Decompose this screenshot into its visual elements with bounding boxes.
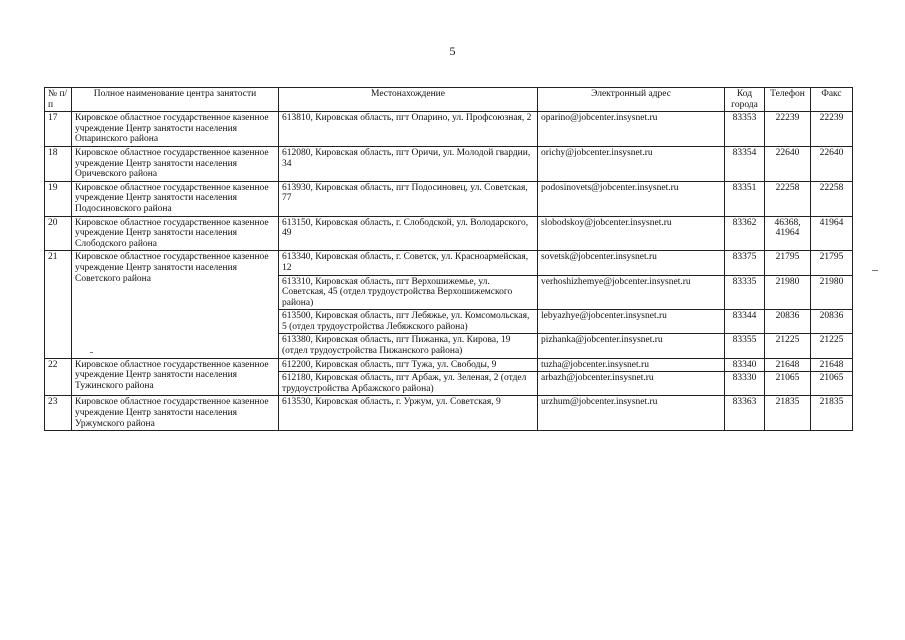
row-fax: 20836 [811, 310, 853, 334]
row-fax: 41964 [811, 216, 853, 251]
row-phone: 46368, 41964 [765, 216, 811, 251]
row-fax: 22640 [811, 146, 853, 181]
row-phone: 21795 [765, 251, 811, 275]
row-num: 17 [45, 112, 72, 147]
row-email: urzhum@jobcenter.insysnet.ru [538, 396, 725, 431]
row-fax: 22239 [811, 112, 853, 147]
row-fax: 21835 [811, 396, 853, 431]
table-row [45, 112, 853, 147]
row-location: 612180, Кировская область, пгт Арбаж, ул. Зеленая, 2 (отдел трудоустройства Арбажского района) [279, 372, 538, 396]
row-name: Кировское областное государственное казенное учреждение Центр занятости населения Опаринского района [72, 112, 279, 147]
row-num: 22 [45, 358, 72, 396]
row-phone: 22258 [765, 181, 811, 216]
row-code: 83354 [725, 146, 765, 181]
row-code: 83362 [725, 216, 765, 251]
row-name: Кировское областное государственное казенное учреждение Центр занятости населения Уржумского района [72, 396, 279, 431]
table-header-row [45, 88, 853, 112]
table-row [45, 251, 853, 275]
row-location: 613380, Кировская область, пгт Пижанка, ул. Кирова, 19 (отдел трудоустройства Пижанского района) [279, 334, 538, 358]
row-phone: 21648 [765, 358, 811, 372]
header-location: Местонахождение [279, 88, 538, 112]
row-num: 18 [45, 146, 72, 181]
row-location: 613810, Кировская область, пгт Опарино, ул. Профсоюзная, 2 [279, 112, 538, 147]
header-num: № п/п [45, 88, 72, 112]
row-name: Кировское областное государственное казенное учреждение Центр занятости населения Советского района [72, 251, 279, 358]
row-num: 21 [45, 251, 72, 358]
row-location: 612080, Кировская область, пгт Оричи, ул. Молодой гвардии, 34 [279, 146, 538, 181]
row-email: lebyazhye@jobcenter.insysnet.ru [538, 310, 725, 334]
row-email: podosinovets@jobcenter.insysnet.ru [538, 181, 725, 216]
row-name: Кировское областное государственное казенное учреждение Центр занятости населения Подосиновского района [72, 181, 279, 216]
job-centers-table [44, 87, 853, 431]
row-phone: 21225 [765, 334, 811, 358]
row-name: Кировское областное государственное казенное учреждение Центр занятости населения Оричевского района [72, 146, 279, 181]
row-email: verhoshizhemye@jobcenter.insysnet.ru [538, 275, 725, 310]
row-email: arbazh@jobcenter.insysnet.ru [538, 372, 725, 396]
row-email: oparino@jobcenter.insysnet.ru [538, 112, 725, 147]
row-location: 613530, Кировская область, г. Уржум, ул. Советская, 9 [279, 396, 538, 431]
row-phone: 21980 [765, 275, 811, 310]
row-code: 83353 [725, 112, 765, 147]
row-fax: 21795 [811, 251, 853, 275]
row-code: 83335 [725, 275, 765, 310]
row-code: 83355 [725, 334, 765, 358]
row-num: 19 [45, 181, 72, 216]
row-num: 20 [45, 216, 72, 251]
row-fax: 21065 [811, 372, 853, 396]
row-location: 613500, Кировская область, пгт Лебяжье, ул. Комсомольская, 5 (отдел трудоустройства Лебяжского района) [279, 310, 538, 334]
page-number: 5 [449, 44, 456, 58]
row-fax: 21980 [811, 275, 853, 310]
table-row [45, 396, 853, 431]
table-row [45, 216, 853, 251]
scan-artifact [90, 352, 93, 353]
row-location: 613310, Кировская область, пгт Верхошижемье, ул. Советская, 45 (отдел трудоустройства Верхошижемского района) [279, 275, 538, 310]
row-code: 83375 [725, 251, 765, 275]
row-code: 83363 [725, 396, 765, 431]
row-name: Кировское областное государственное казенное учреждение Центр занятости населения Тужинского района [72, 358, 279, 396]
row-email: slobodskoy@jobcenter.insysnet.ru [538, 216, 725, 251]
row-phone: 22239 [765, 112, 811, 147]
row-name: Кировское областное государственное казенное учреждение Центр занятости населения Слободского района [72, 216, 279, 251]
row-fax: 21225 [811, 334, 853, 358]
row-fax: 22258 [811, 181, 853, 216]
header-phone: Телефон [765, 88, 811, 112]
row-code: 83351 [725, 181, 765, 216]
row-email: pizhanka@jobcenter.insysnet.ru [538, 334, 725, 358]
row-location: 613150, Кировская область, г. Слободской, ул. Володарского, 49 [279, 216, 538, 251]
table-row [45, 146, 853, 181]
row-location: 612200, Кировская область, пгт Тужа, ул. Свободы, 9 [279, 358, 538, 372]
row-email: sovetsk@jobcenter.insysnet.ru [538, 251, 725, 275]
table-row [45, 358, 853, 372]
row-phone: 21835 [765, 396, 811, 431]
row-phone: 21065 [765, 372, 811, 396]
row-code: 83340 [725, 358, 765, 372]
row-fax: 21648 [811, 358, 853, 372]
scan-artifact [872, 270, 878, 271]
row-location: 613340, Кировская область, г. Советск, ул. Красноармейская, 12 [279, 251, 538, 275]
header-email: Электронный адрес [538, 88, 725, 112]
row-num: 23 [45, 396, 72, 431]
row-code: 83344 [725, 310, 765, 334]
header-name: Полное наименование центра занятости [72, 88, 279, 112]
table-row [45, 181, 853, 216]
row-email: orichy@jobcenter.insysnet.ru [538, 146, 725, 181]
header-fax: Факс [811, 88, 853, 112]
row-email: tuzha@jobcenter.insysnet.ru [538, 358, 725, 372]
row-phone: 20836 [765, 310, 811, 334]
header-code: Код города [725, 88, 765, 112]
row-code: 83330 [725, 372, 765, 396]
row-phone: 22640 [765, 146, 811, 181]
row-location: 613930, Кировская область, пгт Подосиновец, ул. Советская, 77 [279, 181, 538, 216]
